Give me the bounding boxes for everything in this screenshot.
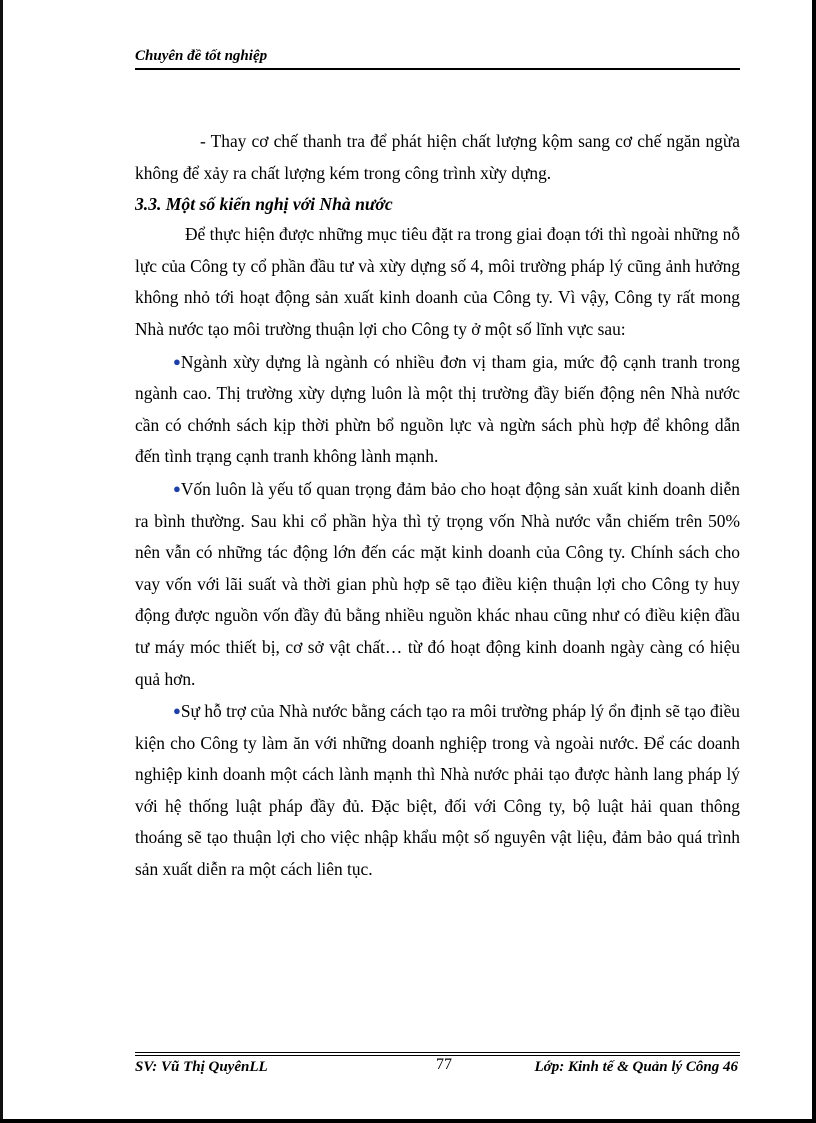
bullet-text: Vốn luôn là yếu tố quan trọng đảm bảo cho hoạt động sản xuất kinh doanh diễn ra bình thường. Sau khi cổ phần hỳa thì tỷ trọng vốn Nhà nước vẫn chiếm trên 50% nên vẫn có những tác động lớn đến các mặt kinh doanh của Công ty. Chính sách cho vay vốn với lãi suất và thời gian phù hợp sẽ tạo điều kiện thuận lợi cho Công ty huy động được nguồn vốn đầy đủ bằng nhiều nguồn khác nhau cũng như có điều kiện đầu tư máy móc thiết bị, cơ sở vật chất… từ đó hoạt động kinh doanh ngày càng có hiệu quả hơn.	[135, 478, 740, 689]
footer-rule-top	[135, 1052, 740, 1053]
bullet-text: Ngành xừy dựng là ngành có nhiều đơn vị tham gia, mức độ cạnh tranh trong ngành cao. Thị trường xừy dựng luôn là một thị trường đầy biến động nên Nhà nước cần có chớnh sách kịp thời phừn bổ nguồn lực và ngừn sách phù hợp để không dẫn đến tình trạng cạnh tranh không lành mạnh.	[135, 351, 740, 467]
bullet-icon: ●	[173, 353, 181, 369]
footer-student-name: SV: Vũ Thị QuyênLL	[135, 1059, 268, 1075]
intro-dash-paragraph: - Thay cơ chế thanh tra để phát hiện chất lượng kộm sang cơ chế ngăn ngừa không để xảy ra chất lượng kém trong công trình xừy dựng.	[135, 131, 740, 183]
bullet-paragraph	[135, 473, 740, 695]
header-title: Chuyên đề tốt nghiệp	[135, 48, 268, 64]
section-heading: 3.3. Một số kiến nghị với Nhà nước	[135, 194, 393, 215]
document-body	[135, 126, 740, 886]
header-rule	[135, 68, 740, 70]
bullet-paragraph	[135, 695, 740, 886]
bullet-paragraph	[135, 346, 740, 473]
page-shadow-bottom	[0, 1119, 816, 1123]
footer-page-number: 77	[436, 1056, 452, 1073]
page-shadow-right	[812, 0, 816, 1123]
bullet-icon: ●	[173, 703, 181, 719]
bullet-icon: ●	[173, 480, 181, 496]
bullet-text: Sự hỗ trợ của Nhà nước bằng cách tạo ra môi trường pháp lý ổn định sẽ tạo điều kiện cho Công ty làm ăn với những doanh nghiệp trong và ngoài nước. Để các doanh nghiệp kinh doanh một cách lành mạnh thì Nhà nước phải tạo được hành lang pháp lý với hệ thống luật pháp đầy đủ. Đặc biệt, đối với Công ty, bộ luật hải quan thông thoáng sẽ tạo thuận lợi cho việc nhập khẩu một số nguyên vật liệu, đảm bảo quá trình sản xuất diễn ra một cách liên tục.	[135, 701, 740, 880]
section-intro-paragraph: Để thực hiện được những mục tiêu đặt ra trong giai đoạn tới thì ngoài những nỗ lực của Công ty cổ phần đầu tư và xừy dựng số 4, môi trường pháp lý cũng ảnh hưởng không nhỏ tới hoạt động sản xuất kinh doanh của Công ty. Vì vậy, Công ty rất mong Nhà nước tạo môi trường thuận lợi cho Công ty ở một số lĩnh vực sau:	[135, 224, 740, 339]
footer-class-name: Lớp: Kinh tế & Quản lý Công 46	[534, 1059, 738, 1075]
